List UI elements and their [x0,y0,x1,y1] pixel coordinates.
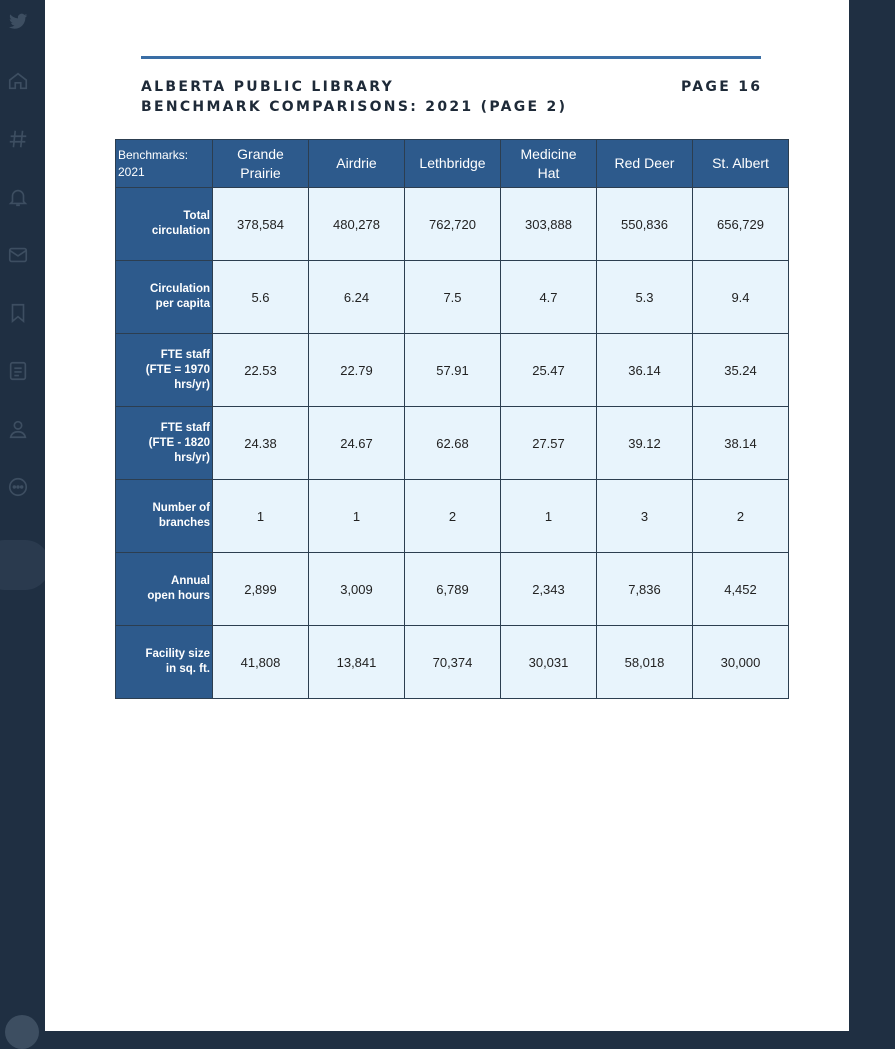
table-cell: 38.14 [693,407,789,480]
table-cell: 5.6 [213,261,309,334]
column-header-lethbridge: Lethbridge [405,140,501,188]
title-line-2: BENCHMARK COMPARISONS: 2021 (PAGE 2) [141,99,568,115]
table-cell: 22.79 [309,334,405,407]
row-label: Total circulation [116,188,213,261]
column-header-red-deer: Red Deer [597,140,693,188]
table-cell: 24.67 [309,407,405,480]
document-title [141,77,567,117]
row-label: FTE staff (FTE - 1820 hrs/yr) [116,407,213,480]
table-cell: 5.3 [597,261,693,334]
table-cell: 24.38 [213,407,309,480]
benchmark-table [115,139,789,699]
table-cell: 1 [501,480,597,553]
table-cell: 58,018 [597,626,693,699]
profile-icon[interactable] [7,418,29,440]
table-cell: 3,009 [309,553,405,626]
page-number: PAGE 16 [681,79,763,95]
table-cell: 70,374 [405,626,501,699]
mail-icon[interactable] [7,244,29,266]
twitter-icon[interactable] [7,10,29,32]
table-cell: 762,720 [405,188,501,261]
header-rule [141,56,761,59]
column-header-grande-prairie: Grande Prairie [213,140,309,188]
table-cell: 62.68 [405,407,501,480]
more-icon[interactable] [7,476,29,498]
bookmark-icon[interactable] [7,302,29,324]
hashtag-icon[interactable] [7,128,29,150]
document-page [45,0,849,1031]
table-cell: 4,452 [693,553,789,626]
app-sidebar [0,0,45,1031]
column-header-medicine-hat: Medicine Hat [501,140,597,188]
row-label: Annual open hours [116,553,213,626]
table-cell: 13,841 [309,626,405,699]
table-row-fte-staff-1820 [116,407,789,480]
table-cell: 7,836 [597,553,693,626]
table-row-facility-size [116,626,789,699]
avatar[interactable] [5,1015,39,1049]
table-cell: 303,888 [501,188,597,261]
table-cell: 2,343 [501,553,597,626]
table-row-fte-staff-1970 [116,334,789,407]
title-line-1: ALBERTA PUBLIC LIBRARY [141,79,395,95]
compose-button[interactable] [0,540,50,590]
column-header-st-albert: St. Albert [693,140,789,188]
bell-icon[interactable] [7,186,29,208]
table-cell: 3 [597,480,693,553]
table-cell: 6,789 [405,553,501,626]
table-row-total-circulation [116,188,789,261]
table-cell: 27.57 [501,407,597,480]
row-label: FTE staff (FTE = 1970 hrs/yr) [116,334,213,407]
table-cell: 656,729 [693,188,789,261]
table-cell: 39.12 [597,407,693,480]
list-icon[interactable] [7,360,29,382]
table-cell: 22.53 [213,334,309,407]
table-cell: 30,000 [693,626,789,699]
column-header-airdrie: Airdrie [309,140,405,188]
table-cell: 2,899 [213,553,309,626]
table-cell: 1 [309,480,405,553]
row-label: Facility size in sq. ft. [116,626,213,699]
table-cell: 57.91 [405,334,501,407]
table-cell: 25.47 [501,334,597,407]
table-cell: 1 [213,480,309,553]
table-cell: 480,278 [309,188,405,261]
table-row-annual-open-hours [116,553,789,626]
table-row-circulation-per-capita [116,261,789,334]
table-cell: 9.4 [693,261,789,334]
table-cell: 4.7 [501,261,597,334]
table-row-number-of-branches [116,480,789,553]
table-cell: 41,808 [213,626,309,699]
home-icon[interactable] [7,70,29,92]
table-cell: 2 [693,480,789,553]
right-panel [849,0,895,1031]
table-cell: 35.24 [693,334,789,407]
table-cell: 550,836 [597,188,693,261]
table-cell: 6.24 [309,261,405,334]
table-cell: 7.5 [405,261,501,334]
row-label: Circulation per capita [116,261,213,334]
table-cell: 36.14 [597,334,693,407]
corner-header: Benchmarks: 2021 [116,140,213,188]
table-cell: 30,031 [501,626,597,699]
row-label: Number of branches [116,480,213,553]
table-cell: 2 [405,480,501,553]
table-cell: 378,584 [213,188,309,261]
table-header-row [116,140,789,188]
